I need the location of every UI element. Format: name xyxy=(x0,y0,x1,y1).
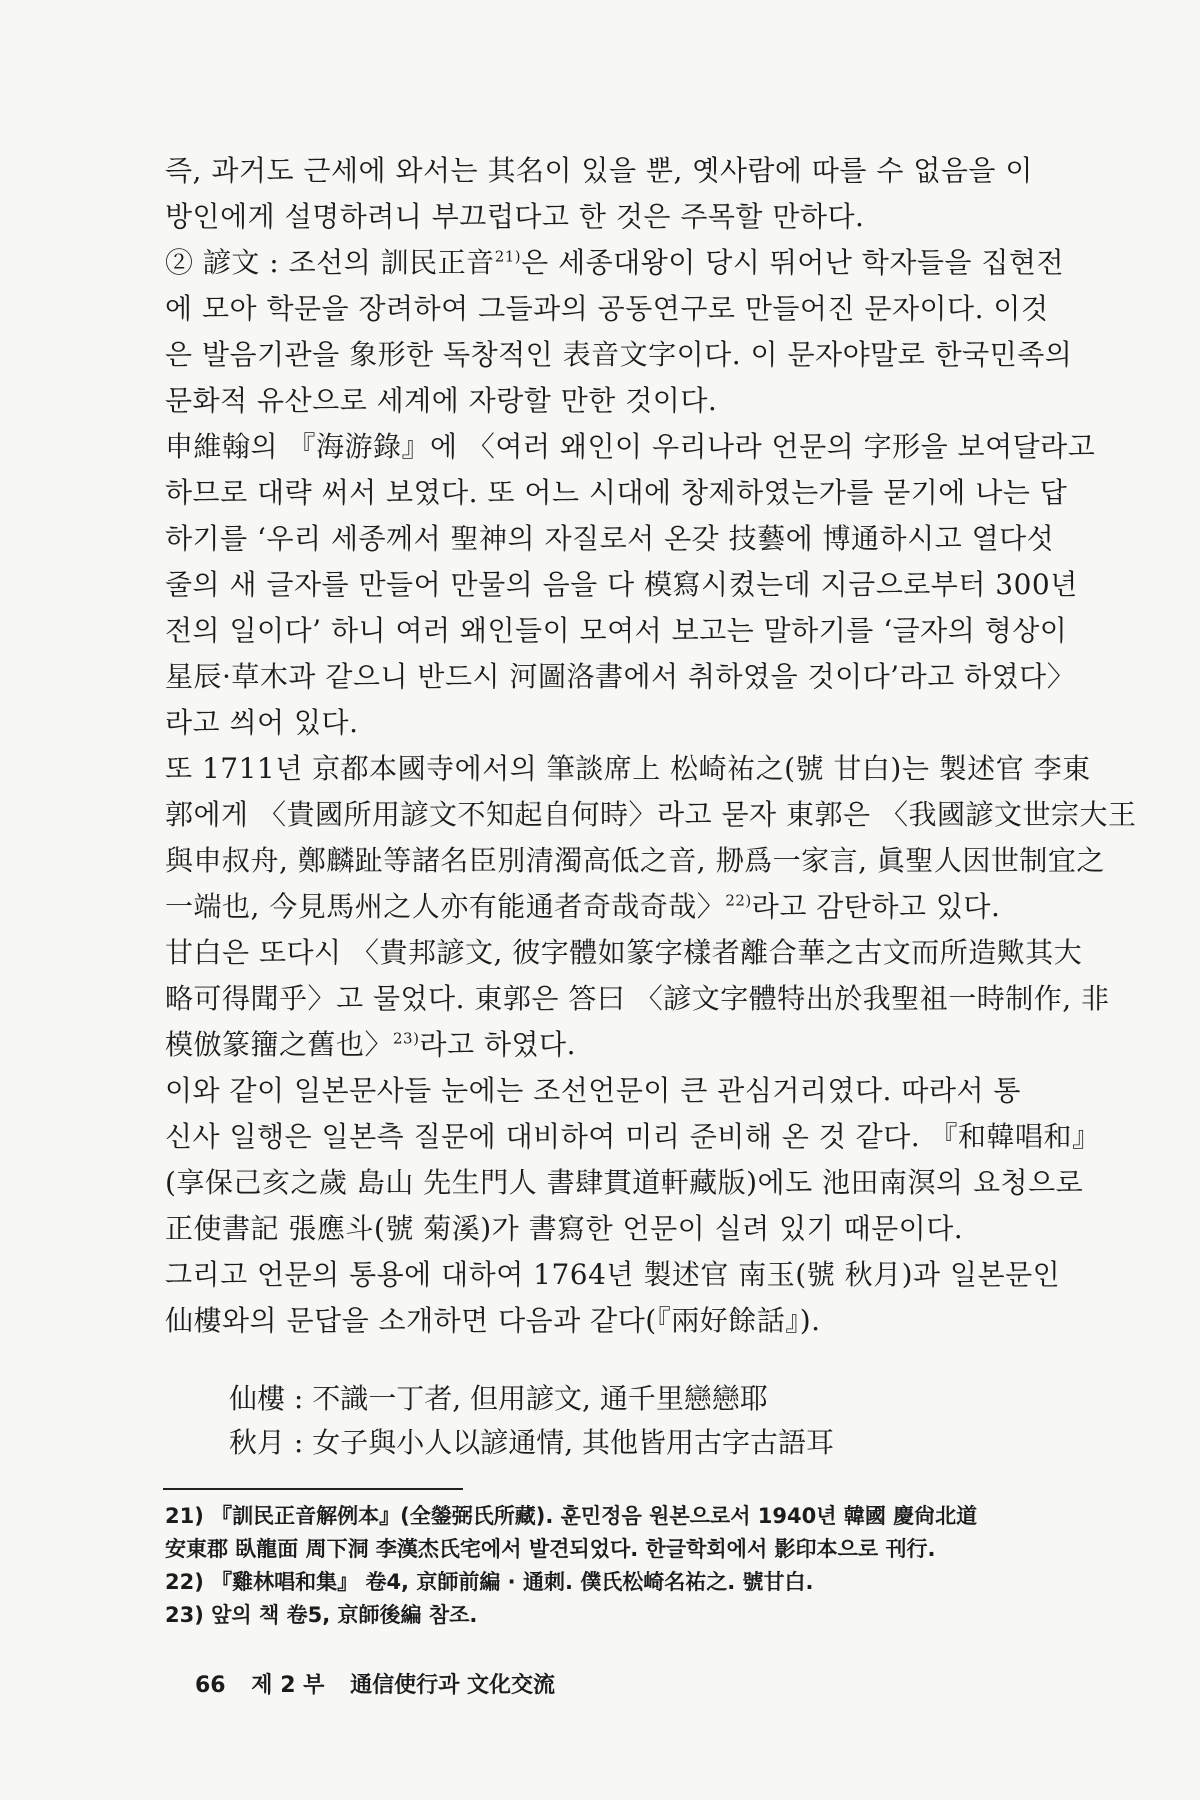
footnotes xyxy=(165,1500,1090,1632)
body-line: 줄의 새 글자를 만들어 만물의 음을 다 模寫시켰는데 지금으로부터 300년 xyxy=(165,568,1078,601)
body-line: 郭에게 〈貴國所用諺文不知起自何時〉라고 묻자 東郭은 〈我國諺文世宗大王 xyxy=(165,798,1137,831)
footnote-ref-23[interactable]: 23) xyxy=(393,1029,420,1048)
footnote-21-cont: 安東郡 臥龍面 周下洞 李漢杰氏宅에서 발견되었다. 한글학회에서 影印本으로 刊行. xyxy=(165,1537,936,1561)
page-number: 66 xyxy=(195,1673,226,1698)
body-line: 또 1711년 京都本國寺에서의 筆談席上 松崎祐之(號 甘白)는 製述官 李東 xyxy=(165,752,1091,785)
body-line: 하므로 대략 써서 보였다. 또 어느 시대에 창제하였는가를 묻기에 나는 답 xyxy=(165,476,1068,509)
body-line: 이와 같이 일본문사들 눈에는 조선언문이 큰 관심거리였다. 따라서 통 xyxy=(165,1074,1021,1107)
page-footer xyxy=(165,1668,1090,1699)
body-line: 仙樓와의 문답을 소개하면 다음과 같다(『兩好餘話』). xyxy=(165,1304,821,1337)
quote-line: 仙樓 : 不識一丁者, 但用諺文, 通千里戀戀耶 xyxy=(229,1382,768,1415)
body-line xyxy=(165,1024,1090,1066)
body-line: 즉, 과거도 근세에 와서는 其名이 있을 뿐, 옛사람에 따를 수 없음을 이 xyxy=(165,154,1033,187)
body-line-text: 은 세종대왕이 당시 뛰어난 학자들을 집현전 xyxy=(521,246,1065,279)
body-line: 與申叔舟, 鄭麟趾等諸名臣別清濁高低之音, 刱爲一家言, 眞聖人因世制宜之 xyxy=(165,844,1105,877)
body-line: (享保己亥之歲 島山 先生門人 書肆貫道軒藏版)에도 池田南溟의 요청으로 xyxy=(165,1166,1084,1199)
body-line: 하기를 ‘우리 세종께서 聖神의 자질로서 온갖 技藝에 博通하시고 열다섯 xyxy=(165,522,1055,555)
footnote-ref-21[interactable]: 21) xyxy=(494,247,522,266)
footnote-23: 23) 앞의 책 卷5, 京師後編 참조. xyxy=(165,1603,478,1627)
part-title: 通信使行과 文化交流 xyxy=(350,1673,556,1698)
body-line: 방인에게 설명하려니 부끄럽다고 한 것은 주목할 만하다. xyxy=(165,200,865,233)
body-line: 전의 일이다’ 하니 여러 왜인들이 모여서 보고는 말하기를 ‘글자의 형상이 xyxy=(165,614,1068,647)
body-line: 에 모아 학문을 장려하여 그들과의 공동연구로 만들어진 문자이다. 이것 xyxy=(165,292,1049,325)
part-label: 제 2 부 xyxy=(251,1673,325,1698)
body-line-text: 라고 하였다. xyxy=(419,1028,577,1061)
body-text xyxy=(165,150,1137,1342)
quote-line: 秋月 : 女子與小人以諺通情, 其他皆用古字古語耳 xyxy=(229,1426,835,1459)
footnote-divider xyxy=(163,1488,463,1490)
body-line-text: 一端也, 今見馬州之人亦有能通者奇哉奇哉〉 xyxy=(165,890,726,923)
body-line: 라고 씌어 있다. xyxy=(165,706,359,739)
body-line: 문화적 유산으로 세계에 자랑할 만한 것이다. xyxy=(165,384,718,417)
body-line-text: 模倣篆籒之舊也〉 xyxy=(165,1028,394,1061)
footnote-ref-22[interactable]: 22) xyxy=(725,891,752,910)
footnote-22: 22) 『雞林唱和集』 卷4, 京師前編 · 通刺. 僕氏松崎名祐之. 號甘白. xyxy=(165,1570,814,1594)
body-line: 甘白은 또다시 〈貴邦諺文, 彼字體如篆字樣者離合華之古文而所造歟其大 xyxy=(165,936,1083,969)
footnote-21: 21) 『訓民正音解例本』(全鎣弼氏所藏). 훈민정음 원본으로서 1940년 韓國 慶尙北道 xyxy=(165,1504,978,1528)
body-line: 正使書記 張應斗(號 菊溪)가 書寫한 언문이 실려 있기 때문이다. xyxy=(165,1212,964,1245)
body-line: 그리고 언문의 통용에 대하여 1764년 製述官 南玉(號 秋月)과 일본문인 xyxy=(165,1258,1061,1291)
body-line: 은 발음기관을 象形한 독창적인 表音文字이다. 이 문자야말로 한국민족의 xyxy=(165,338,1073,371)
body-line: 申維翰의 『海游錄』에 〈여러 왜인이 우리나라 언문의 字形을 보여달라고 xyxy=(165,430,1096,463)
body-line: 星辰·草木과 같으니 반드시 河圖洛書에서 취하였을 것이다’라고 하였다〉 xyxy=(165,660,1076,693)
body-line-text: 라고 감탄하고 있다. xyxy=(751,890,1001,923)
quoted-dialogue xyxy=(165,1378,1090,1464)
body-line: 略可得聞乎〉고 물었다. 東郭은 答曰 〈諺文字體特出於我聖祖一時制作, 非 xyxy=(165,982,1110,1015)
body-line xyxy=(165,242,1090,284)
body-line xyxy=(165,886,1090,928)
body-line: 신사 일행은 일본측 질문에 대비하여 미리 준비해 온 것 같다. 『和韓唱和』 xyxy=(165,1120,1101,1153)
body-line-text: ② 諺文 : 조선의 訓民正音 xyxy=(165,246,495,279)
